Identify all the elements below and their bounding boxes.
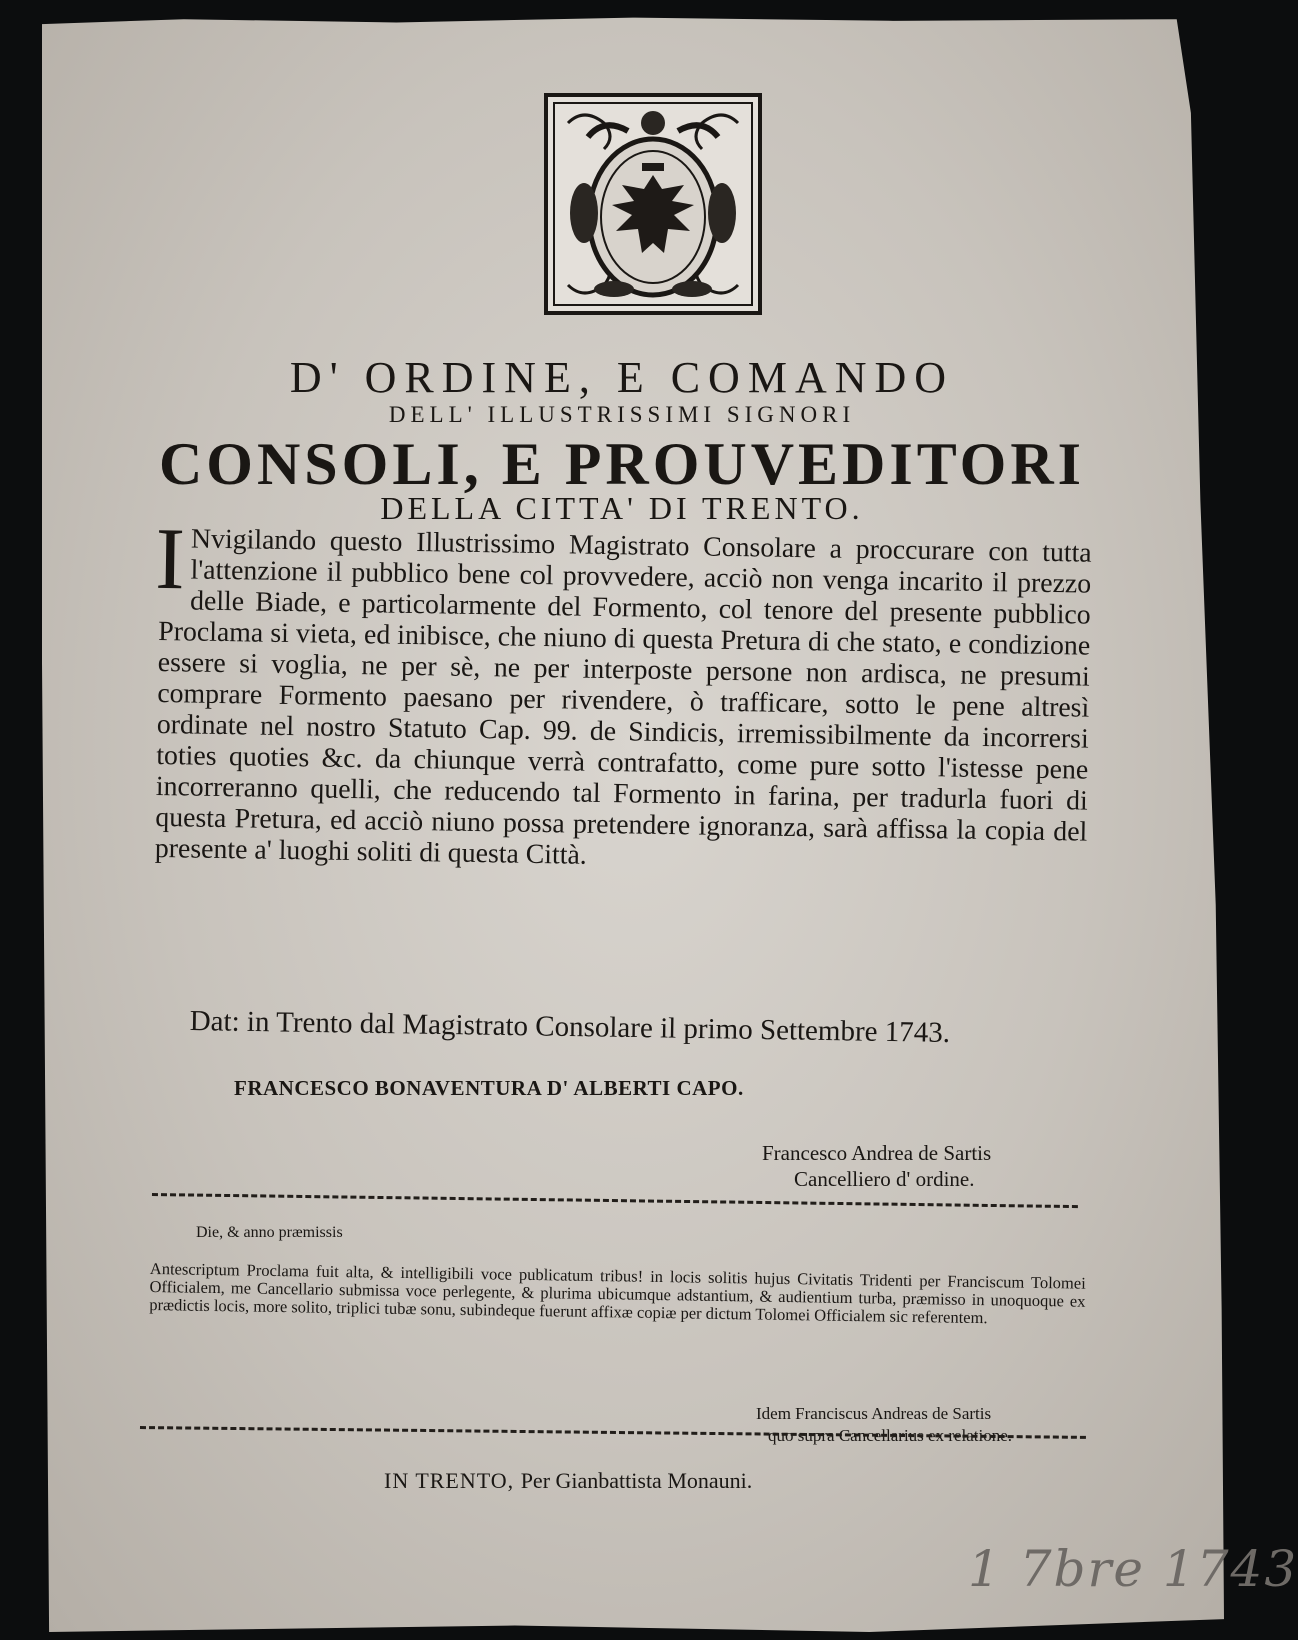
drop-cap: I [154,510,186,609]
latin-attestation: Antescriptum Proclama fuit alta, & intelligibili voce publicatum tribus! in locis solitis hujus Civitatis Tridenti per Franciscum Tolomei Officialem, me Cancellario submissa voce perlegente, & plurima ubicumque adstantium, & audientium turba, præmisso in unoquoque ex prædictis locis, more solito, triplici tubæ sonu, subindeque fuerunt affixæ copiæ per dictum Tolomei Officialem sic referentem. [149,1259,1086,1328]
proclamation-body [154,510,1092,879]
eagle-coat-of-arms-emblem [544,93,762,315]
printer-imprint [384,1468,752,1494]
chancellor-title: Cancelliero d' ordine. [794,1167,975,1191]
heading-illustrious-lords: DELL' ILLUSTRISSIMI SIGNORI [388,402,856,427]
date-line: Dat: in Trento dal Magistrato Consolare il primo Settembre 1743. [189,1005,951,1049]
printer-name: Per Gianbattista Monauni. [520,1468,753,1493]
latin-sign-line2: quo supra Cancellarius ex relatione. [768,1426,1013,1445]
heading-by-order: D' ORDINE, E COMANDO [289,353,955,402]
proclamation-text: Nvigilando questo Illustrissimo Magistrato Consolare a proccurare con tutta l'attenzione il pubblico bene col provvedere, acciò non venga incarito il prezzo delle Biade, e particolarmente del Formento, col tenore del presente pubblico Proclama si vieta, ed inibisce, che niuno di questa Pretura di che stato, e condizione essere si voglia, ne per sè, ne per interposte persone non ardisca, ne presumi comprare Formento paesano per rivendere, ò trafficare, sotto le pene altresì ordinate nel nostro Statuto Cap. 99. de Sindicis, irremissibilmente da incorrersi toties quoties &c. da chiunque verrà contrafatto, come pure sotto l'istesse pene incorreranno quelli, che reducendo tal Formento in farina, per tradurla fuori di questa Pretura, ed acciò niuno possa pretendere ignoranza, sarà affissa la copia del presente a' luoghi soliti di questa Città. [154,523,1092,871]
chancellor-name: Francesco Andrea de Sartis [762,1141,992,1165]
chancellor-signature [762,1140,991,1192]
heading-consuls: CONSOLI, E PROUVEDITORI [158,431,1086,497]
printer-place: IN TRENTO, [384,1468,515,1493]
handwritten-date-note: 1 7bre 1743 [968,1540,1298,1598]
head-signatory: FRANCESCO BONAVENTURA D' ALBERTI CAPO. [234,1076,744,1100]
latin-sign-line1: Idem Franciscus Andreas de Sartis [756,1404,992,1423]
heading-city-of-trento: DELLA CITTA' DI TRENTO. [380,490,864,526]
latin-date-line: Die, & anno præmissis [196,1224,343,1241]
latin-signature [756,1403,1012,1447]
